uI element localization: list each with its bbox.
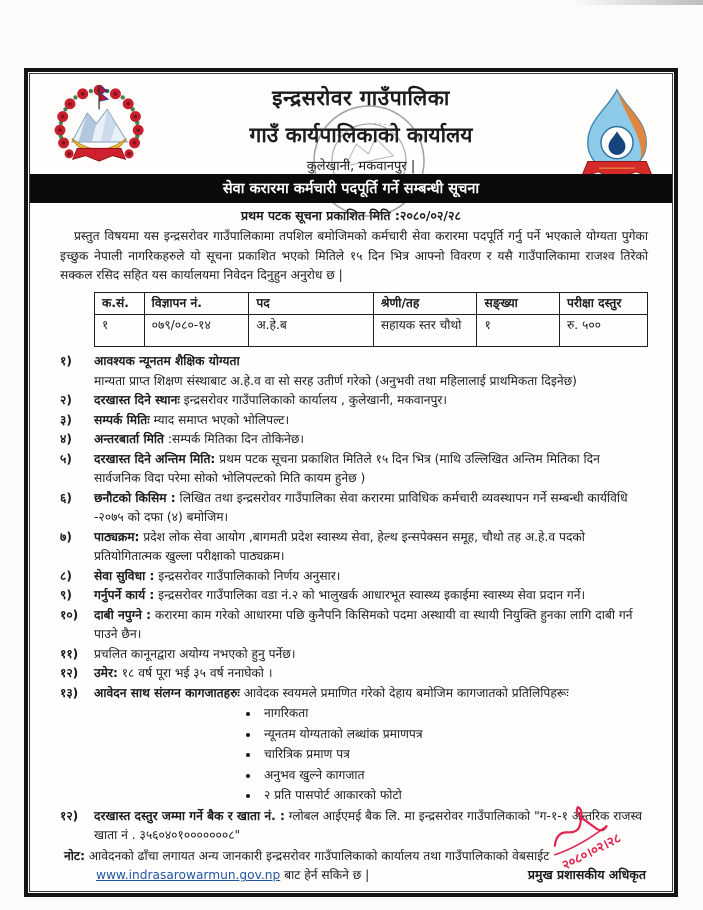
cell-serial: १ bbox=[95, 315, 145, 347]
note-label: नोट: bbox=[64, 848, 85, 863]
list-item: १०) दाबी नपुग्ने : करारमा काम गरेको आधारमा पछि कुनैपनि किसिमको पदमा अस्थायी वा स्थायी नियुक्ति हुनका लागि दाबी गर्न पाउने छैन। bbox=[60, 607, 633, 642]
office-title: गाउँ कार्यपालिकाको कार्यालय bbox=[249, 123, 473, 147]
list-item: ७) पाठ्यक्रम: प्रदेश लोक सेवा आयोग ,बागमती प्रदेश स्वास्थ्य सेवा, हेल्थ इन्सपेक्सन समूह, चौथो तह अ.हे.व पदको प्रतियोगितात्मक खुल्ला परीक्षाको पाठ्यक्रम। bbox=[60, 529, 585, 564]
table-row bbox=[95, 315, 648, 347]
list-item: • चारित्रिक प्रमाण पत्र bbox=[260, 745, 648, 765]
note-paragraph: नोट: आवेदनको ढाँचा लगायत अन्य जानकारी इन्द्रसरोवर गाउँपालिकाको कार्यालय तथा गाउँपालिकाको वेबसाईट www.indrasarowarmun.gov.np बाट हेर्न सकिने छ | bbox=[64, 848, 550, 883]
address-line: कुलेखानी, मकवानपुर | bbox=[306, 159, 416, 174]
list-item: • नागरिकता bbox=[260, 704, 648, 724]
document-border-frame bbox=[24, 68, 678, 897]
letterhead bbox=[30, 74, 672, 174]
list-item: ४) अन्तरबार्ता मिति :सम्पर्क मितिका दिन तोकिनेछ। bbox=[60, 432, 305, 447]
list-item: २) दरखास्त दिने स्थानः इन्द्रसरोवर गाउँपालिकाको कार्यालय , कुलेखानी, मकवानपुर। bbox=[60, 393, 448, 408]
col-quantity: सङ्ख्या bbox=[477, 292, 560, 315]
bank-account-item: १२) दरखास्त दस्तुर जम्मा गर्ने बैक र खाता नं. : ग्लोबल आईएमई बैक लि. मा इन्द्रसरोवर गाउँपालिकाको "ग-१-१ अन्तरिक राजस्व खाता नं . ३५६०४०१०००००००८" bbox=[60, 808, 642, 843]
list-item: • २ प्रति पासपोर्ट आकारको फोटो bbox=[260, 786, 648, 806]
col-level: श्रेणी/तह bbox=[373, 292, 477, 315]
list-item: ६) छनौटको किसिम : लिखित तथा इन्द्रसरोवर गाउँपालिका सेवा करारमा प्राविधिक कर्मचारी व्यवस्थापन गर्ने सम्बन्धी कार्यविधि -२०७५ को दफा (४) बमोजिम। bbox=[60, 490, 628, 525]
cell-fee: रु. ५०० bbox=[559, 315, 647, 347]
col-post: पद bbox=[249, 292, 374, 315]
cell-quantity: १ bbox=[477, 315, 560, 347]
col-fee: परीक्षा दस्तुर bbox=[559, 292, 647, 315]
document-page bbox=[29, 73, 673, 892]
list-item: ८) सेवा सुविधा : इन्द्रसरोवर गाउँपालिकाको निर्णय अनुसार। bbox=[60, 568, 341, 583]
nepal-government-emblem-icon bbox=[50, 82, 154, 186]
intro-paragraph: प्रस्तुत विषयमा यस इन्द्रसरोवर गाउँपालिकामा तपशिल बमोजिमको कर्मचारी सेवा करारमा पदपूर्ति गर्नु पर्ने भएकाले योग्यता पुगेका इच्छुक नेपाली नागरिकहरुले यो सूचना प्रकाशित भएको मितिले १५ दिन भित्र आफ्नो विवरण र यसै गाउँपालिकामा राजश्व तिरेको सक्कल रसिद सहित यस कार्यालयमा निवेदन दिनुहुन अनुरोध छ | bbox=[60, 229, 648, 283]
cell-level: सहायक स्तर चौथो bbox=[373, 315, 477, 347]
list-item-continuation: मान्यता प्राप्त शिक्षण संस्थाबाट अ.हे.व वा सो सरह उतीर्ण गरेको (अनुभवी तथा महिलालाई प्राथमिकता दिइनेछ) bbox=[94, 373, 577, 388]
list-item: १२) उमेर: १८ वर्ष पूरा भई ३५ वर्ष ननाघेको । bbox=[60, 666, 273, 681]
signatory-title: प्रमुख प्रशासकीय अधिकृत bbox=[527, 867, 646, 882]
table-header-row bbox=[95, 292, 648, 315]
col-serial: क.सं. bbox=[95, 292, 145, 315]
municipality-title: इन्द्रसरोवर गाउँपालिका bbox=[272, 86, 450, 110]
signature-date: २०८०।०२।२८ bbox=[559, 831, 624, 871]
list-item: ३) सम्पर्क मितिः म्याद समाप्त भएको भोलिपल्ट। bbox=[60, 412, 290, 427]
list-item: • अनुभव खुल्ने कागजात bbox=[260, 766, 648, 786]
published-date-line: प्रथम पटक सूचना प्रकाशित मिति :२०८०/०२/२८ bbox=[241, 208, 461, 223]
list-item: ११) प्रचलित कानूनद्वारा अयोग्य नभएको हुनु पर्नेछ। bbox=[60, 646, 296, 661]
list-item: १३) आवेदन साथ संलग्न कागजातहरुः आवेदक स्वयमले प्रमाणित गरेको देहाय बमोजिम कागजातको प्रतिलिपिहरूः bbox=[60, 685, 569, 700]
list-item: १) आवश्यक न्यूनतम शैक्षिक योग्यता bbox=[60, 354, 240, 369]
website-link: www.indrasarowarmun.gov.np bbox=[96, 868, 281, 883]
municipality-waterdrop-logo-icon bbox=[568, 82, 660, 186]
ribbon bbox=[73, 148, 126, 161]
vacancy-table bbox=[94, 292, 648, 348]
list-item: ५) दरखास्त दिने अन्तिम मिति: प्रथम पटक सूचना प्रकाशित मितिले १५ दिन भित्र (माथि उल्लिखित अन्तिम मितिका दिन सार्वजनिक विदा परेमा सोको भोलिपल्टको मिति कायम हुनेछ ) bbox=[60, 451, 600, 486]
cell-post: अ.हे.ब bbox=[249, 315, 374, 347]
list-item: • न्यूनतम योग्यताको लब्धांक प्रमाणपत्र bbox=[260, 725, 648, 745]
cell-advert-no: ०७९/०८०-१४ bbox=[144, 315, 249, 347]
conditions-list bbox=[60, 352, 648, 846]
mountain bbox=[72, 109, 127, 142]
handwritten-signature bbox=[538, 786, 668, 875]
scan-artifact bbox=[573, 0, 703, 5]
col-advert-no: विज्ञापन नं. bbox=[144, 292, 249, 315]
notice-title-banner: सेवा करारमा कर्मचारी पदपूर्ति गर्ने सम्बन्धी सूचना bbox=[30, 174, 672, 203]
list-item: ९) गर्नुपर्ने कार्य : इन्द्रसरोवर गाउँपालिका वडा नं.२ को भालुखर्क आधारभूत स्वास्थ्य इकाईमा स्वास्थ्य सेवा प्रदान गर्ने। bbox=[60, 588, 586, 603]
